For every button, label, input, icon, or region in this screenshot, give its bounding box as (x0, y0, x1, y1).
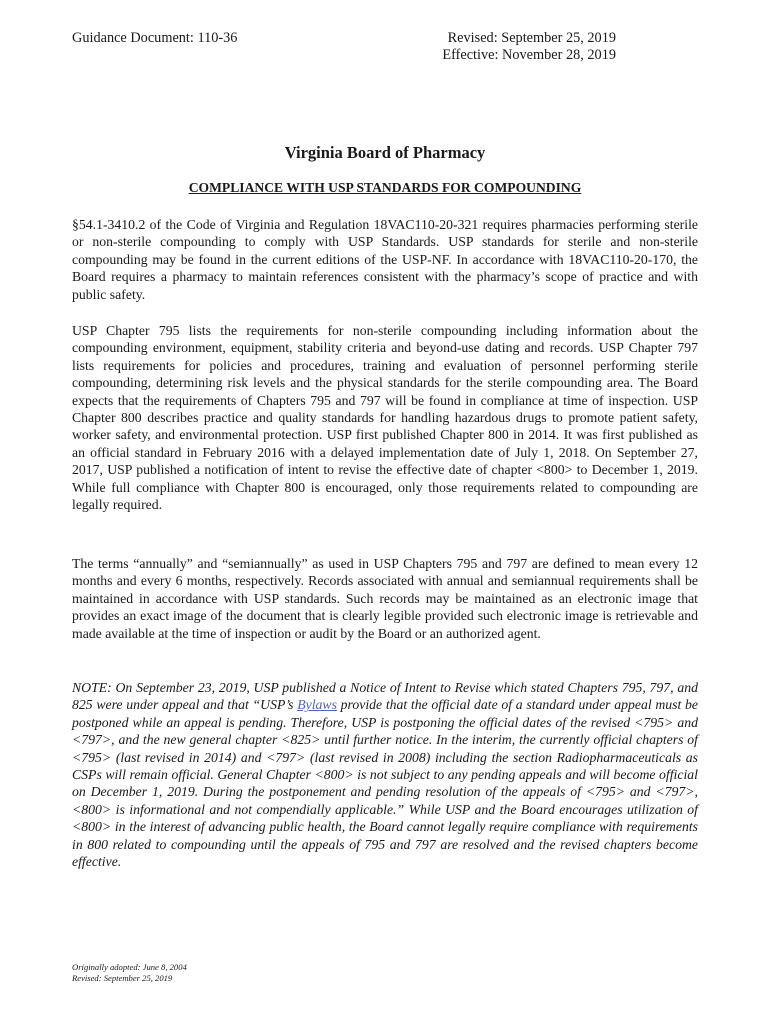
bylaws-link[interactable]: Bylaws (297, 697, 337, 713)
note-text-before-link: NOTE: On September 23, 2019, USP published a Notice of Intent to Revise which stated Chapters 795, 797, and 825 were under appeal and that “USP’s (72, 680, 698, 713)
document-subtitle: COMPLIANCE WITH USP STANDARDS FOR COMPOUNDING (188, 180, 582, 195)
paragraph-usp-chapters: USP Chapter 795 lists the requirements for non-sterile compounding including information about the compounding environment, equipment, stability criteria and beyond-use dating and records. USP Chapter 797 lists requirements for policies and procedures, training and evaluation of personnel performing sterile compounding, determining risk levels and the physical standards for the sterile compounding area. The Board expects that the requirements of Chapters 795 and 797 will be found in compliance at time of inspection. USP Chapter 800 describes practice and quality standards for handling hazardous drugs to promote patient safety, worker safety, and environmental protection. USP first published Chapter 800 in 2014. It was first published as an official standard in February 2016 with a delayed implementation date of July 1, 2018. On September 27, 2017, USP published a notification of intent to revise the effective date of chapter <800> to December 1, 2019. While full compliance with Chapter 800 is encouraged, only those requirements related to compounding are legally required. (72, 323, 698, 513)
effective-date: Effective: November 28, 2019 (442, 47, 616, 63)
page-title: Virginia Board of Pharmacy (284, 143, 486, 162)
paragraph-code-of-virginia: §54.1-3410.2 of the Code of Virginia and Regulation 18VAC110-20-321 requires pharmacies performing sterile or non-sterile compounding to comply with USP Standards. USP standards for sterile and non-sterile compounding may be found in the current editions of the USP-NF. In accordance with 18VAC110-20-170, the Board requires a pharmacy to maintain references consistent with the pharmacy’s scope of practice and with public safety. (72, 217, 698, 302)
note-text-after-link: provide that the official date of a standard under appeal must be postponed while an appeal is pending. Therefore, USP is postponing the official dates of the revised <795> and <797>, and the new general chapter <825> until further notice. In the interim, the currently official chapters of <795> (last revised in 2014) and <797> (last revised in 2008) including the section Radiopharmaceuticals as CSPs will remain official. General Chapter <800> is not subject to any pending appeals and will become official on December 1, 2019. During the postponement and pending resolution of the appeals of <795> and <797>, <800> is informational and not compendially applicable.” While USP and the Board encourages utilization of <800> in the interest of advancing public health, the Board cannot legally require compliance with requirements in 800 related to compounding until the appeals of 795 and 797 are resolved and the revised chapters become effective. (72, 697, 698, 870)
guidance-document-id: Guidance Document: 110-36 (72, 30, 238, 46)
footer-revised: Revised: September 25, 2019 (72, 973, 173, 983)
paragraph-annual-semiannual: The terms “annually” and “semiannually” as used in USP Chapters 795 and 797 are defined to mean every 12 months and every 6 months, respectively. Records associated with annual and semiannual requirements shall be maintained in accordance with USP standards. Such records may be maintained as an electronic image that provides an exact image of the document that is clearly legible provided such electronic image is retrievable and made available at the time of inspection or audit by the Board or an authorized agent. (72, 556, 698, 641)
revised-date: Revised: September 25, 2019 (447, 30, 616, 46)
note-paragraph (72, 679, 698, 870)
footer-adopted: Originally adopted: June 8, 2004 (72, 962, 187, 972)
footer (72, 962, 187, 984)
header-dates (442, 30, 616, 64)
